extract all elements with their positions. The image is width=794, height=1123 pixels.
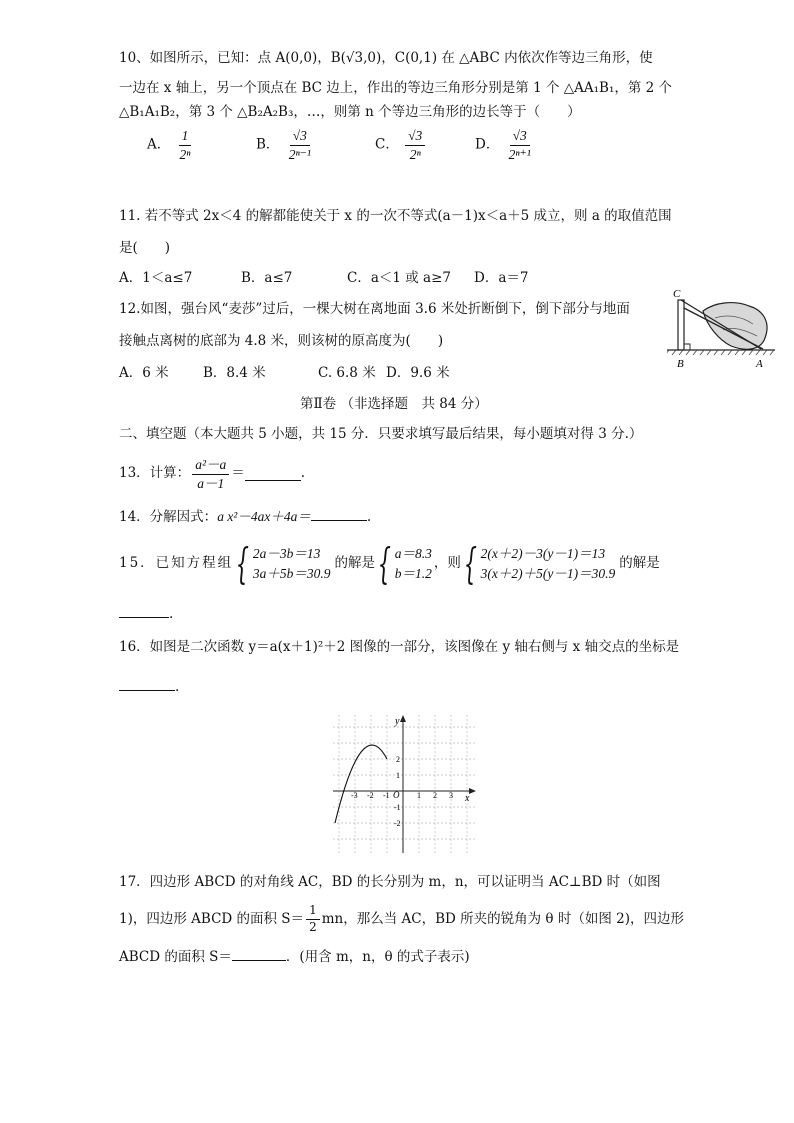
q12-option-d: D．9.6 米: [386, 365, 450, 381]
q11-line2: 是( ): [119, 240, 171, 256]
tree-crown: [703, 303, 767, 350]
x-tick-neg2: -2: [367, 791, 374, 800]
part2-title: 第Ⅱ卷 （非选择题 共 84 分）: [300, 396, 488, 412]
option-d-denominator: 2ⁿ⁺¹: [508, 146, 531, 162]
q11-option-c: C．a＜1 或 a≥7: [347, 270, 451, 286]
x-tick-neg1: -1: [383, 791, 390, 800]
x-tick-neg3: -3: [351, 791, 358, 800]
y-tick-2: 2: [396, 755, 400, 764]
q10-option-b: B． $\frac{√3}{\text{2ⁿ⁻¹}}$: [256, 128, 316, 162]
q10-line3: △B₁A₁B₂，第 3 个 △B₂A₂B₃，…，则第 n 个等边三角形的边长等于（ ）: [119, 104, 581, 120]
q11-option-b: B．a≤7: [241, 270, 293, 286]
q17-line3: ABCD 的面积 S＝ ．(用含 m，n，θ 的式子表示): [119, 949, 470, 965]
option-c-numerator: √3: [405, 128, 425, 146]
origin-label: O: [393, 790, 400, 800]
y-tick-neg1: -1: [394, 803, 401, 812]
q14: 14．分解因式：a x²－4ax＋4a＝ .: [119, 509, 372, 525]
q12-option-b: B．8.4 米: [203, 365, 266, 381]
x-axis-label: x: [465, 793, 470, 804]
q12-option-c: C. 6.8 米: [318, 365, 376, 381]
q17-fraction: $\frac{1}{2}$: [306, 904, 320, 935]
q15-answer-blank[interactable]: [119, 605, 169, 618]
x-tick-2: 2: [433, 791, 437, 800]
label-c: C: [673, 288, 681, 300]
q15-system-1: { 2a－3b＝13 3a＋5b＝30.9: [235, 539, 331, 588]
y-axis-label: y: [395, 716, 400, 727]
q15-answer-line: .: [119, 605, 173, 622]
option-b-numerator: √3: [290, 128, 310, 146]
q10-line1: 10、如图所示，已知：点 A(0,0)，B(√3,0)，C(0,1) 在 △ABC 内依次作等边三角形，使: [119, 50, 653, 66]
q16-parabola-graph: [333, 715, 476, 853]
q10-option-c: C． $\frac{√3}{\text{2ⁿ}}$: [375, 128, 427, 162]
option-a-denominator: 2ⁿ: [179, 146, 191, 162]
option-b-denominator: 2ⁿ⁻¹: [288, 146, 311, 162]
q11-option-a: A．1＜a≤7: [119, 270, 193, 286]
q12-line2: 接触点离树的底部为 4.8 米，则该树的原高度为( ): [119, 333, 444, 349]
q16-answer-blank[interactable]: [119, 678, 175, 691]
q15: 15．已知方程组 { 2a－3b＝13 3a＋5b＝30.9 的解是 { a＝8.3 b＝1.2 ，则 { 2(x＋2)－3(y－1)＝13 3(x＋2)＋5(y－1)＝30.9 的解是: [119, 539, 660, 588]
q13: 13．计算： $\frac{\text{a²－a}}{a-1}$ ＝ .: [119, 457, 306, 491]
grid: [333, 715, 476, 853]
q11-line1: 11. 若不等式 2x＜4 的解都能使关于 x 的一次不等式(a－1)x＜a＋5 成立，则 a 的取值范围: [119, 208, 672, 224]
q10-option-a: A． $\frac{1}{\text{2ⁿ}}$: [147, 128, 196, 162]
q15-system-3: { 2(x＋2)－3(y－1)＝13 3(x＋2)＋5(y－1)＝30.9: [463, 539, 616, 588]
q10-line2: 一边在 x 轴上，另一个顶点在 BC 边上，作出的等边三角形分别是第 1 个 △AA₁B₁，第 2 个: [119, 80, 673, 96]
q13-answer-blank[interactable]: [245, 468, 301, 481]
parabola-curve: [335, 745, 387, 823]
q12-option-a: A．6 米: [119, 365, 169, 381]
option-a-numerator: 1: [179, 128, 192, 146]
option-c-denominator: 2ⁿ: [409, 146, 421, 162]
q17-line2: 1)，四边形 ABCD 的面积 S＝ $\frac{1}{2}$ mn，那么当 AC，BD 所夹的锐角为 θ 时（如图 2)，四边形: [119, 903, 684, 934]
q17-line1: 17．四边形 ABCD 的对角线 AC，BD 的长分别为 m，n，可以证明当 AC⊥BD 时（如图: [119, 874, 661, 890]
q10-option-d: D． $\frac{√3}{\text{2ⁿ⁺¹}}$: [475, 128, 536, 162]
q13-fraction: $\frac{\text{a²－a}}{a-1}$: [192, 457, 229, 491]
y-tick-1: 1: [396, 771, 400, 780]
q11-option-d: D．a＝7: [474, 270, 529, 286]
q12-line1: 12.如图，强台风“麦莎”过后，一棵大树在离地面 3.6 米处折断倒下，倒下部分与地面: [119, 301, 630, 317]
q17-answer-blank[interactable]: [232, 948, 286, 961]
section2-heading: 二、填空题（本大题共 5 小题，共 15 分．只要求填写最后结果，每小题填对得 3 分.）: [119, 426, 643, 442]
q12-tree-figure: [667, 286, 779, 372]
q16-line1: 16．如图是二次函数 y＝a(x＋1)²＋2 图像的一部分，该图像在 y 轴右侧与 x 轴交点的坐标是: [119, 639, 680, 655]
q16-answer-line: .: [119, 678, 179, 695]
option-d-numerator: √3: [510, 128, 530, 146]
y-tick-neg2: -2: [394, 819, 401, 828]
label-b: B: [677, 358, 684, 370]
q15-system-2: { a＝8.3 b＝1.2: [377, 539, 432, 588]
q14-answer-blank[interactable]: [311, 508, 367, 521]
tree-trunk: [678, 300, 684, 350]
right-angle-mark: [684, 344, 690, 350]
x-tick-3: 3: [449, 791, 453, 800]
label-a: A: [756, 358, 763, 370]
x-tick-1: 1: [417, 791, 421, 800]
